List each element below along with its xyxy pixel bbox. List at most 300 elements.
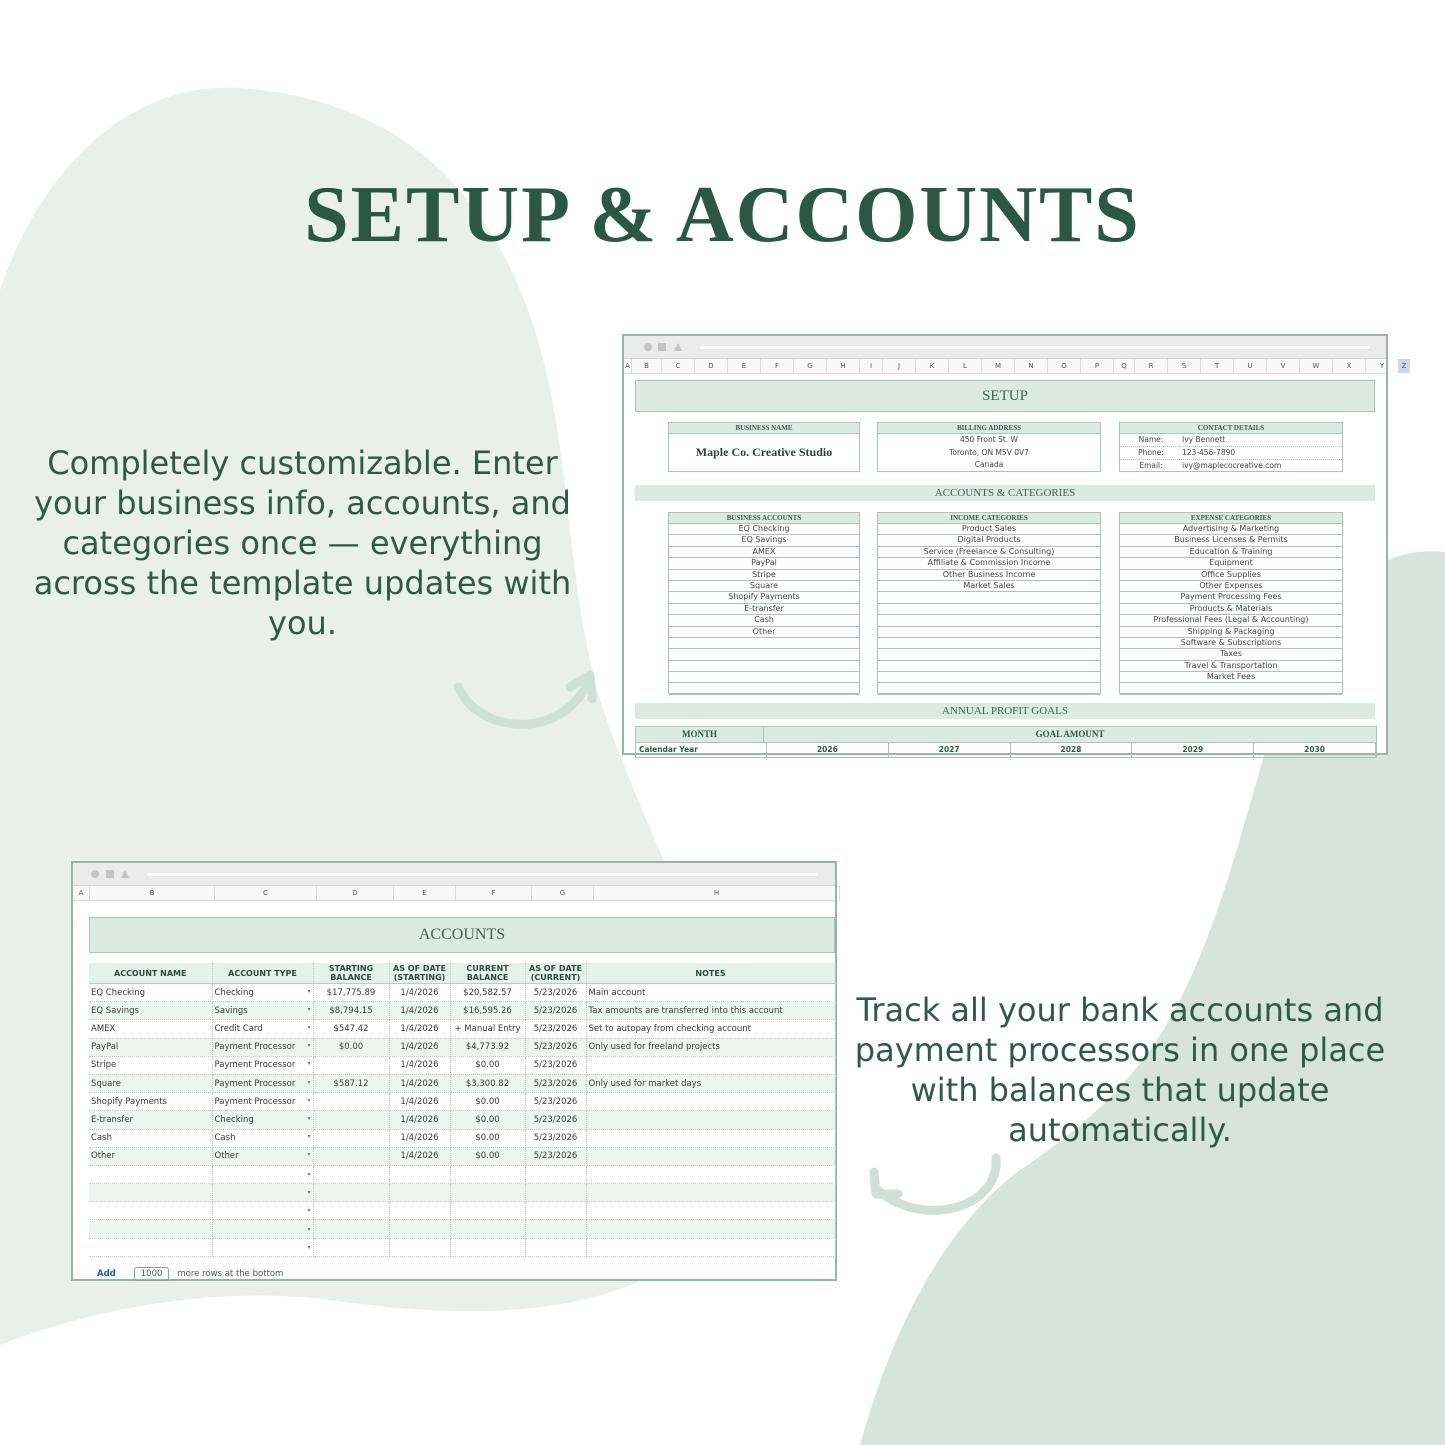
table-row[interactable]: [89, 1129, 835, 1147]
income-category-item[interactable]: [878, 615, 1100, 626]
cell-name[interactable]: [89, 1020, 212, 1038]
business-account-item[interactable]: EQ Checking: [669, 524, 859, 535]
cell-current[interactable]: [450, 1202, 525, 1220]
cell-notes[interactable]: [586, 1020, 835, 1038]
income-category-item[interactable]: Digital Products: [878, 535, 1100, 546]
cell-type[interactable]: [212, 1184, 313, 1202]
cell-current[interactable]: [450, 1111, 525, 1129]
cell-text: $17,775.89: [326, 987, 376, 998]
cell-type[interactable]: [212, 1165, 313, 1183]
cell-current-date[interactable]: [525, 1038, 586, 1056]
business-account-item[interactable]: PayPal: [669, 558, 859, 569]
cell-start[interactable]: [313, 1002, 389, 1020]
cell-current[interactable]: [450, 1147, 525, 1165]
contact-phone-label: Phone:: [1138, 448, 1164, 457]
cell-current-date[interactable]: [525, 1238, 586, 1256]
year-2029: 2029: [1132, 743, 1254, 757]
business-account-item[interactable]: [669, 638, 859, 649]
business-account-item[interactable]: [669, 683, 859, 694]
column-header-u[interactable]: U: [1234, 359, 1267, 373]
cell-current[interactable]: [450, 1165, 525, 1183]
income-category-item[interactable]: Market Sales: [878, 581, 1100, 592]
cell-text: 5/23/2026: [533, 1042, 578, 1053]
table-row[interactable]: [89, 1165, 835, 1183]
year-2027: 2027: [889, 743, 1011, 757]
contact-email-label: Email:: [1139, 461, 1163, 470]
current-balance-header-line1: CURRENT: [466, 964, 509, 973]
cell-current[interactable]: [450, 1220, 525, 1238]
table-row[interactable]: [89, 1020, 835, 1038]
income-category-item[interactable]: [878, 604, 1100, 615]
column-header-g[interactable]: G: [532, 886, 594, 900]
billing-line-1[interactable]: 450 Front St. W: [960, 435, 1018, 444]
dropdown-arrow-icon[interactable]: ▾: [307, 987, 311, 995]
cell-current-date[interactable]: [525, 1129, 586, 1147]
cell-notes[interactable]: [586, 984, 835, 1002]
cell-current[interactable]: [450, 1238, 525, 1256]
cell-text: 1/4/2026: [400, 1151, 439, 1162]
business-account-item[interactable]: Square: [669, 581, 859, 592]
business-account-item[interactable]: Shopify Payments: [669, 592, 859, 603]
cell-text: Payment Processor: [214, 1096, 296, 1107]
column-header-e[interactable]: E: [728, 359, 761, 373]
expense-category-item[interactable]: Travel & Transportation: [1120, 661, 1342, 672]
column-header-r[interactable]: R: [1135, 359, 1168, 373]
cell-start-date[interactable]: [389, 1038, 450, 1056]
business-account-item[interactable]: Other: [669, 627, 859, 638]
column-header-s[interactable]: S: [1168, 359, 1201, 373]
add-rows-count-input[interactable]: 1000: [134, 1267, 170, 1281]
cell-start-date[interactable]: [389, 1220, 450, 1238]
expense-category-item[interactable]: Office Supplies: [1120, 570, 1342, 581]
business-account-item[interactable]: [669, 672, 859, 683]
cell-type[interactable]: [212, 1056, 313, 1074]
cell-current-date[interactable]: [525, 1056, 586, 1074]
cell-current-date[interactable]: [525, 1184, 586, 1202]
income-category-item[interactable]: [878, 649, 1100, 660]
cell-text: + Manual Entry: [454, 1023, 521, 1034]
cell-start[interactable]: [313, 1220, 389, 1238]
table-row[interactable]: [89, 1184, 835, 1202]
cell-start-date[interactable]: [389, 984, 450, 1002]
cell-text: Square: [91, 1078, 121, 1089]
cell-type[interactable]: [212, 1093, 313, 1111]
income-category-item[interactable]: Product Sales: [878, 524, 1100, 535]
cell-start-date[interactable]: [389, 1129, 450, 1147]
current-balance-header-line2: BALANCE: [466, 973, 509, 982]
cell-name[interactable]: [89, 984, 212, 1002]
cell-text: $16,595.26: [463, 1005, 512, 1016]
cell-name[interactable]: [89, 1129, 212, 1147]
contact-name-value[interactable]: Ivy Bennett: [1182, 435, 1226, 444]
cell-type[interactable]: [212, 1220, 313, 1238]
column-header-i[interactable]: I: [860, 359, 883, 373]
cell-start[interactable]: [313, 1202, 389, 1220]
profit-goals-year-row: [636, 743, 1376, 757]
cell-text: $0.00: [475, 1151, 500, 1162]
cell-notes[interactable]: [586, 1129, 835, 1147]
window-square-icon: [106, 870, 114, 878]
income-category-item[interactable]: Service (Freelance & Consulting): [878, 547, 1100, 558]
cell-start-date[interactable]: [389, 1002, 450, 1020]
income-category-item[interactable]: [878, 638, 1100, 649]
expense-category-item[interactable]: Taxes: [1120, 649, 1342, 660]
expense-category-item[interactable]: Payment Processing Fees: [1120, 592, 1342, 603]
cell-text: PayPal: [91, 1042, 119, 1053]
cell-start[interactable]: [313, 984, 389, 1002]
cell-current[interactable]: [450, 1038, 525, 1056]
cell-current[interactable]: [450, 1056, 525, 1074]
dropdown-arrow-icon[interactable]: ▾: [307, 1243, 311, 1251]
cell-text: 5/23/2026: [533, 1005, 578, 1016]
cell-current[interactable]: [450, 1184, 525, 1202]
cell-text: Only used for market days: [588, 1078, 702, 1089]
column-header-w[interactable]: W: [1300, 359, 1333, 373]
cell-current-date[interactable]: [525, 1111, 586, 1129]
column-header-j[interactable]: J: [883, 359, 916, 373]
accounts-spreadsheet-window: [71, 861, 837, 1281]
cell-type[interactable]: [212, 1002, 313, 1020]
setup-title: SETUP: [635, 380, 1375, 412]
cell-start[interactable]: [313, 1074, 389, 1092]
add-rows-button[interactable]: Add: [97, 1269, 116, 1279]
business-account-item[interactable]: Stripe: [669, 570, 859, 581]
cell-notes[interactable]: [586, 1093, 835, 1111]
cell-text: 5/23/2026: [533, 987, 578, 998]
table-row[interactable]: [89, 1220, 835, 1238]
table-row[interactable]: [89, 1002, 835, 1020]
cell-notes[interactable]: [586, 1202, 835, 1220]
cell-text: 5/23/2026: [533, 1060, 578, 1071]
expense-category-item[interactable]: Professional Fees (Legal & Accounting): [1120, 615, 1342, 626]
window-triangle-icon: [674, 343, 682, 351]
cell-notes[interactable]: [586, 1002, 835, 1020]
column-header-h[interactable]: H: [594, 886, 840, 900]
cell-start[interactable]: [313, 1184, 389, 1202]
cell-notes[interactable]: [586, 1220, 835, 1238]
column-header-m[interactable]: M: [982, 359, 1015, 373]
expense-category-item[interactable]: Market Fees: [1120, 672, 1342, 683]
table-row[interactable]: [89, 1074, 835, 1092]
business-account-item[interactable]: EQ Savings: [669, 535, 859, 546]
cell-text: 1/4/2026: [400, 1114, 439, 1125]
cell-text: Tax amounts are transferred into this account: [588, 1005, 783, 1016]
business-name-value[interactable]: Maple Co. Creative Studio: [695, 445, 833, 459]
billing-line-2[interactable]: Toronto, ON M5V 0V7: [949, 448, 1029, 457]
accounts-title: ACCOUNTS: [89, 917, 835, 953]
cell-name[interactable]: [89, 1220, 212, 1238]
cell-start-date[interactable]: [389, 1165, 450, 1183]
billing-address-box: [877, 422, 1101, 472]
table-row[interactable]: [89, 1238, 835, 1256]
cell-notes[interactable]: [586, 1111, 835, 1129]
cell-current-date[interactable]: [525, 1220, 586, 1238]
starting-balance-header-line1: STARTING: [328, 964, 374, 973]
cell-notes[interactable]: [586, 1165, 835, 1183]
contact-email-value[interactable]: ivy@maplecocreative.com: [1182, 461, 1282, 470]
cell-text: Cash: [214, 1133, 236, 1144]
cell-text: $0.00: [475, 1096, 500, 1107]
cell-text: Cash: [91, 1133, 112, 1144]
cell-start-date[interactable]: [389, 1202, 450, 1220]
column-header-f[interactable]: F: [761, 359, 794, 373]
starting-balance-header: [313, 963, 389, 984]
cell-type[interactable]: [212, 1202, 313, 1220]
column-header-v[interactable]: V: [1267, 359, 1300, 373]
dropdown-arrow-icon[interactable]: ▾: [307, 1189, 311, 1197]
dropdown-arrow-icon[interactable]: ▾: [307, 1133, 311, 1141]
cell-text: 1/4/2026: [400, 1023, 439, 1034]
cell-text: 5/23/2026: [533, 1151, 578, 1162]
cell-start-date[interactable]: [389, 1020, 450, 1038]
business-account-item[interactable]: [669, 661, 859, 672]
income-categories-header: INCOME CATEGORIES: [878, 513, 1100, 524]
table-row[interactable]: [89, 1038, 835, 1056]
cell-current[interactable]: [450, 984, 525, 1002]
cell-text: E-transfer: [91, 1114, 134, 1125]
cell-name[interactable]: [89, 1202, 212, 1220]
cell-name[interactable]: [89, 1111, 212, 1129]
income-category-item[interactable]: [878, 661, 1100, 672]
cell-current-date[interactable]: [525, 1147, 586, 1165]
goal-amount-header: GOAL AMOUNT: [1035, 729, 1105, 739]
cell-name[interactable]: [89, 1184, 212, 1202]
cell-start-date[interactable]: [389, 1184, 450, 1202]
cell-type[interactable]: [212, 1038, 313, 1056]
start-date-header-line1: AS OF DATE: [393, 964, 446, 973]
column-header-d[interactable]: D: [317, 886, 394, 900]
cell-text: Set to autopay from checking account: [588, 1023, 751, 1034]
cell-current[interactable]: [450, 1129, 525, 1147]
business-account-item[interactable]: [669, 649, 859, 660]
cell-text: Only used for freeland projects: [588, 1042, 720, 1053]
start-date-header: [389, 963, 450, 984]
start-date-header-line2: (STARTING): [393, 973, 446, 982]
column-header-z[interactable]: Z: [1399, 359, 1410, 373]
cell-text: 5/23/2026: [533, 1114, 578, 1125]
expense-category-item[interactable]: Software & Subscriptions: [1120, 638, 1342, 649]
cell-text: $8,794.15: [329, 1005, 373, 1016]
business-account-item[interactable]: AMEX: [669, 547, 859, 558]
dropdown-arrow-icon[interactable]: ▾: [307, 1225, 311, 1233]
cell-start[interactable]: [313, 1111, 389, 1129]
cell-type[interactable]: [212, 1020, 313, 1038]
cell-notes[interactable]: [586, 1147, 835, 1165]
cell-current[interactable]: [450, 1093, 525, 1111]
income-category-item[interactable]: Affiliate & Commission Income: [878, 558, 1100, 569]
column-header-k[interactable]: K: [916, 359, 949, 373]
cell-start-date[interactable]: [389, 1111, 450, 1129]
cell-current-date[interactable]: [525, 984, 586, 1002]
business-accounts-header: BUSINESS ACCOUNTS: [669, 513, 859, 524]
window-titlebar: [624, 336, 1386, 359]
cell-current-date[interactable]: [525, 1165, 586, 1183]
cell-current[interactable]: [450, 1002, 525, 1020]
table-row[interactable]: [89, 1056, 835, 1074]
cell-current-date[interactable]: [525, 1074, 586, 1092]
column-header-a[interactable]: A: [624, 359, 632, 373]
cell-text: 1/4/2026: [400, 1005, 439, 1016]
column-header-l[interactable]: L: [949, 359, 982, 373]
expense-category-item[interactable]: Education & Training: [1120, 547, 1342, 558]
cell-type[interactable]: [212, 1147, 313, 1165]
cell-type[interactable]: [212, 984, 313, 1002]
cell-name[interactable]: [89, 1093, 212, 1111]
cell-start[interactable]: [313, 1056, 389, 1074]
cell-current[interactable]: [450, 1020, 525, 1038]
income-category-item[interactable]: [878, 592, 1100, 603]
dropdown-arrow-icon[interactable]: ▾: [307, 1170, 311, 1178]
cell-text: Payment Processor: [214, 1042, 296, 1053]
setup-spreadsheet-window: [622, 334, 1407, 755]
dropdown-arrow-icon[interactable]: ▾: [307, 1005, 311, 1013]
income-category-item[interactable]: [878, 627, 1100, 638]
cell-notes[interactable]: [586, 1238, 835, 1256]
cell-start[interactable]: [313, 1238, 389, 1256]
expense-category-item[interactable]: Advertising & Marketing: [1120, 524, 1342, 535]
cell-text: AMEX: [91, 1023, 116, 1034]
page-title: SETUP & ACCOUNTS: [304, 171, 1141, 259]
cell-type[interactable]: [212, 1238, 313, 1256]
window-triangle-icon: [121, 870, 129, 878]
cell-start[interactable]: [313, 1020, 389, 1038]
column-header-g[interactable]: G: [794, 359, 827, 373]
cell-text: 1/4/2026: [400, 1060, 439, 1071]
dropdown-arrow-icon[interactable]: ▾: [307, 1114, 311, 1122]
left-description: Completely customizable. Enter your business info, accounts, and categories once — everything across the template updates with you.: [33, 444, 572, 642]
cell-name[interactable]: [89, 1002, 212, 1020]
column-header-d[interactable]: D: [695, 359, 728, 373]
starting-balance-header-line2: BALANCE: [330, 973, 372, 982]
column-header-a[interactable]: A: [73, 886, 90, 900]
income-category-item[interactable]: Other Business Income: [878, 570, 1100, 581]
cell-text: $0.00: [475, 1114, 500, 1125]
column-header-t[interactable]: T: [1201, 359, 1234, 373]
dropdown-arrow-icon[interactable]: ▾: [307, 1023, 311, 1031]
column-header-f[interactable]: F: [456, 886, 532, 900]
curved-arrow-icon-2: [860, 1150, 1010, 1230]
cell-start[interactable]: [313, 1093, 389, 1111]
cell-current-date[interactable]: [525, 1020, 586, 1038]
business-account-item[interactable]: Cash: [669, 615, 859, 626]
cell-notes[interactable]: [586, 1056, 835, 1074]
business-account-item[interactable]: E-transfer: [669, 604, 859, 615]
cell-name[interactable]: [89, 1056, 212, 1074]
column-header-b[interactable]: B: [90, 886, 215, 900]
cell-start[interactable]: [313, 1129, 389, 1147]
column-header-y[interactable]: Y: [1366, 359, 1399, 373]
table-row[interactable]: [89, 1147, 835, 1165]
cell-text: 1/4/2026: [400, 1096, 439, 1107]
cell-current[interactable]: [450, 1074, 525, 1092]
cell-start-date[interactable]: [389, 1093, 450, 1111]
cell-type[interactable]: [212, 1074, 313, 1092]
dropdown-arrow-icon[interactable]: ▾: [307, 1078, 311, 1086]
dropdown-arrow-icon[interactable]: ▾: [307, 1207, 311, 1215]
cell-text: $4,773.92: [465, 1042, 510, 1053]
cell-start[interactable]: [313, 1165, 389, 1183]
cell-text: $547.42: [333, 1023, 369, 1034]
expense-category-item[interactable]: Other Expenses: [1120, 581, 1342, 592]
income-category-item[interactable]: [878, 683, 1100, 694]
expense-category-item[interactable]: Products & Materials: [1120, 604, 1342, 615]
cell-text: 5/23/2026: [533, 1078, 578, 1089]
cell-start[interactable]: [313, 1147, 389, 1165]
income-category-item[interactable]: [878, 672, 1100, 683]
annual-profit-goals-title: ANNUAL PROFIT GOALS: [635, 703, 1375, 719]
contact-phone-value[interactable]: 123-456-7890: [1182, 448, 1236, 457]
business-name-box: [668, 422, 860, 472]
account-type-header: ACCOUNT TYPE: [212, 963, 313, 984]
column-header-x[interactable]: X: [1333, 359, 1366, 373]
cell-current-date[interactable]: [525, 1093, 586, 1111]
dropdown-arrow-icon[interactable]: ▾: [307, 1042, 311, 1050]
cell-text: Checking: [214, 1114, 254, 1125]
table-row[interactable]: [89, 1093, 835, 1111]
dropdown-arrow-icon[interactable]: ▾: [307, 1151, 311, 1159]
cell-start-date[interactable]: [389, 1074, 450, 1092]
cell-text: 1/4/2026: [400, 1133, 439, 1144]
column-header-h[interactable]: H: [827, 359, 860, 373]
cell-notes[interactable]: [586, 1184, 835, 1202]
cell-start-date[interactable]: [389, 1238, 450, 1256]
cell-notes[interactable]: [586, 1074, 835, 1092]
cell-name[interactable]: [89, 1074, 212, 1092]
column-header-o[interactable]: O: [1048, 359, 1081, 373]
cell-start-date[interactable]: [389, 1147, 450, 1165]
cell-text: Other: [214, 1151, 239, 1162]
cell-start[interactable]: [313, 1038, 389, 1056]
column-header-b[interactable]: B: [632, 359, 662, 373]
cell-name[interactable]: [89, 1147, 212, 1165]
dropdown-arrow-icon[interactable]: ▾: [307, 1096, 311, 1104]
column-header-q[interactable]: Q: [1114, 359, 1135, 373]
table-row[interactable]: [89, 984, 835, 1002]
billing-line-3[interactable]: Canada: [974, 460, 1004, 469]
column-header-c[interactable]: C: [215, 886, 317, 900]
cell-name[interactable]: [89, 1165, 212, 1183]
cell-text: $20,582.57: [463, 987, 512, 998]
income-categories-list: [877, 512, 1101, 694]
dropdown-arrow-icon[interactable]: ▾: [307, 1060, 311, 1068]
expense-category-item[interactable]: Business Licenses & Permits: [1120, 535, 1342, 546]
table-row[interactable]: [89, 1111, 835, 1129]
add-rows-suffix: more rows at the bottom: [177, 1269, 284, 1279]
cell-text: 1/4/2026: [400, 1078, 439, 1089]
column-header-p[interactable]: P: [1081, 359, 1114, 373]
accounts-table: [89, 963, 836, 1257]
expense-category-item[interactable]: [1120, 683, 1342, 694]
expense-category-item[interactable]: Equipment: [1120, 558, 1342, 569]
cell-type[interactable]: [212, 1129, 313, 1147]
cell-current-date[interactable]: [525, 1002, 586, 1020]
curved-arrow-icon: [450, 665, 600, 745]
table-row[interactable]: [89, 1202, 835, 1220]
cell-current-date[interactable]: [525, 1202, 586, 1220]
column-header-n[interactable]: N: [1015, 359, 1048, 373]
cell-type[interactable]: [212, 1111, 313, 1129]
expense-category-item[interactable]: Shipping & Packaging: [1120, 627, 1342, 638]
cell-notes[interactable]: [586, 1038, 835, 1056]
cell-text: Payment Processor: [214, 1078, 296, 1089]
column-header-c[interactable]: C: [662, 359, 695, 373]
column-header-e[interactable]: E: [394, 886, 456, 900]
cell-name[interactable]: [89, 1238, 212, 1256]
cell-text: EQ Checking: [91, 987, 146, 998]
cell-name[interactable]: [89, 1038, 212, 1056]
profit-goals-table: [635, 726, 1377, 758]
cell-start-date[interactable]: [389, 1056, 450, 1074]
